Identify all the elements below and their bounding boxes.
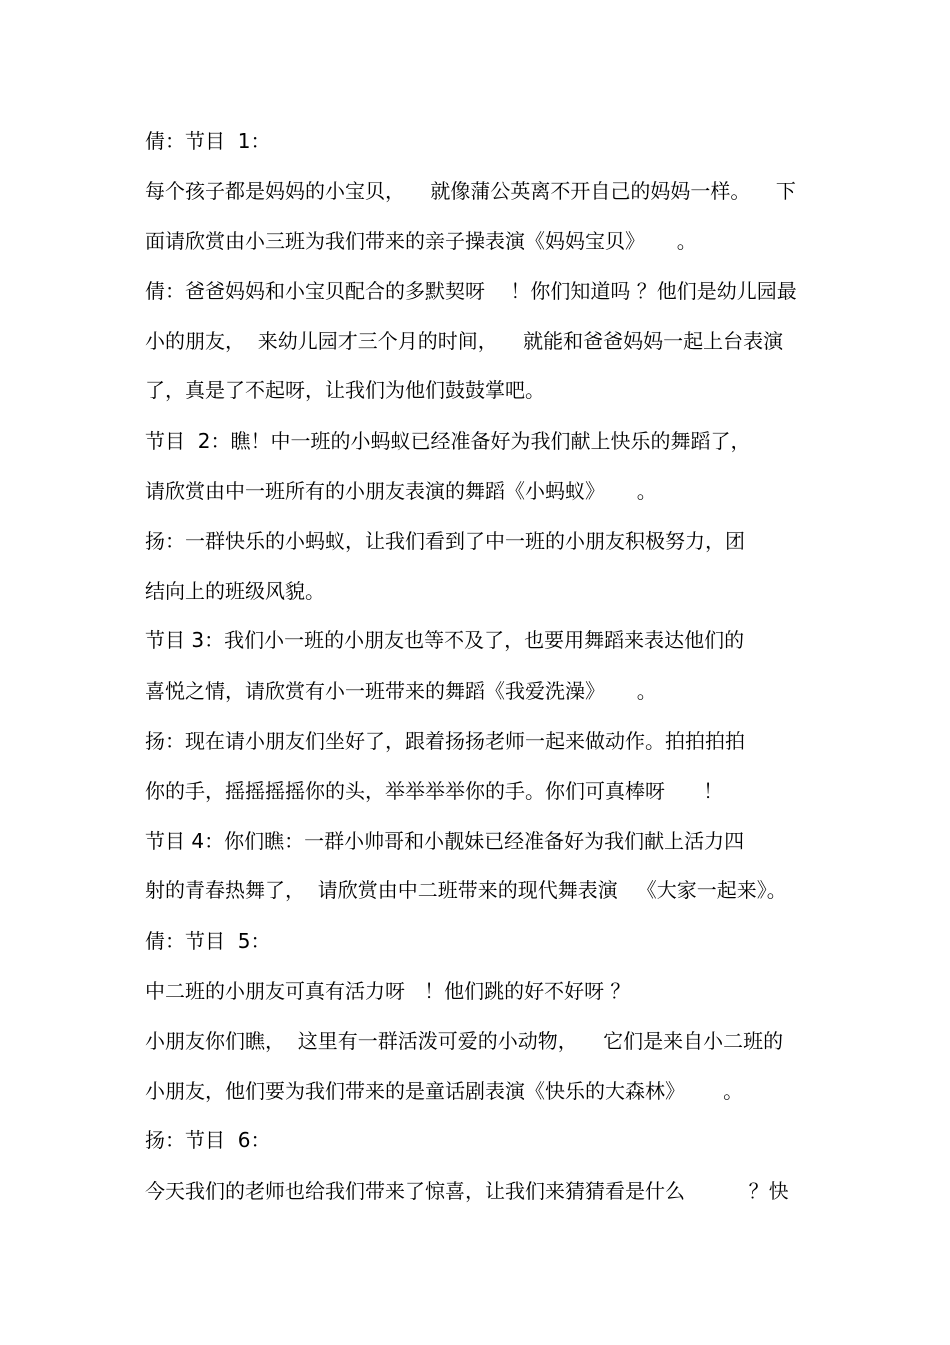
text-line: 喜悦之情，请欣赏有小一班带来的舞蹈《我爱洗澡》 。 bbox=[145, 679, 657, 703]
text-line: 倩：爸爸妈妈和小宝贝配合的多默契呀 ！你们知道吗 ？他们是幼儿园最 bbox=[145, 279, 797, 303]
text-line: 小的朋友， 来幼儿园才三个月的时间， 就能和爸爸妈妈一起上台表演 bbox=[145, 329, 784, 353]
text-line: 倩：节目 1： bbox=[145, 129, 271, 153]
text-line: 扬：一群快乐的小蚂蚁，让我们看到了中一班的小朋友积极努力，团 bbox=[145, 529, 745, 553]
text-line: 今天我们的老师也给我们带来了惊喜，让我们来猜猜看是什么 ？快 bbox=[145, 1179, 789, 1203]
text-line: 扬：现在请小朋友们坐好了，跟着扬扬老师一起来做动作。拍拍拍拍 bbox=[145, 729, 745, 753]
text-line: 射的青春热舞了， 请欣赏由中二班带来的现代舞表演 《大家一起来》。 bbox=[145, 878, 787, 902]
text-line: 小朋友你们瞧， 这里有一群活泼可爱的小动物， 它们是来自小二班的 bbox=[145, 1029, 784, 1053]
text-line: 节目 2：瞧！中一班的小蚂蚁已经准备好为我们献上快乐的舞蹈了， bbox=[145, 429, 751, 453]
text-line: 请欣赏由中一班所有的小朋友表演的舞蹈《小蚂蚁》 。 bbox=[145, 479, 657, 503]
text-line: 你的手，摇摇摇摇你的头，举举举举你的手。你们可真棒呀 ！ bbox=[145, 779, 724, 803]
text-line: 节目 3：我们小一班的小朋友也等不及了，也要用舞蹈来表达他们的 bbox=[145, 628, 745, 652]
text-line: 结向上的班级风貌。 bbox=[145, 579, 325, 603]
text-line: 了，真是了不起呀，让我们为他们鼓鼓掌吧。 bbox=[145, 378, 545, 402]
text-line: 节目 4：你们瞧：一群小帅哥和小靓妹已经准备好为我们献上活力四 bbox=[145, 829, 745, 853]
text-line: 中二班的小朋友可真有活力呀 ！他们跳的好不好呀 ？ bbox=[145, 979, 631, 1003]
text-line: 倩：节目 5： bbox=[145, 929, 271, 953]
text-line: 小朋友，他们要为我们带来的是童话剧表演《快乐的大森林》 。 bbox=[145, 1079, 744, 1103]
text-line: 扬：节目 6： bbox=[145, 1128, 271, 1152]
text-line: 每个孩子都是妈妈的小宝贝， 就像蒲公英离不开自己的妈妈一样。 下 bbox=[145, 179, 796, 203]
text-line: 面请欣赏由小三班为我们带来的亲子操表演《妈妈宝贝》 。 bbox=[145, 229, 697, 253]
